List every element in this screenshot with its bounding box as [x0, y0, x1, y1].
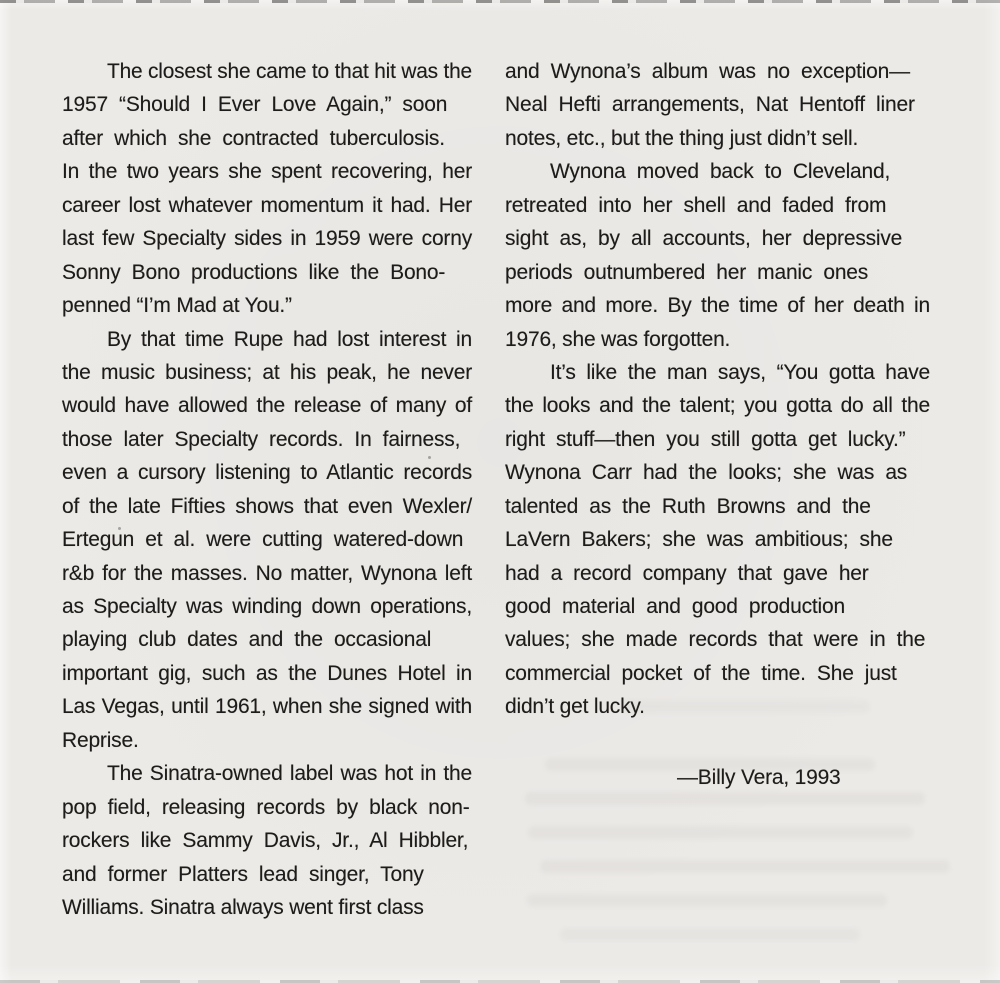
text-line: didn’t get lucky. [505, 695, 645, 719]
text-line: good material and good production [505, 595, 845, 618]
text-line: 1976, she was forgotten. [505, 327, 731, 351]
paragraph [62, 323, 472, 758]
text-line: pop field, releasing records by black non- [62, 795, 470, 819]
text-line: Wynona moved back to Cleveland, [550, 160, 891, 184]
scan-artifact-top-edge [0, 0, 1000, 3]
text-line: penned “I’m Mad at You.” [62, 294, 292, 318]
text-line: of the late Fifties shows that even Wexler/ [62, 494, 472, 518]
text-line: The Sinatra-owned label was hot in the [107, 762, 472, 786]
text-line: Neal Hefti arrangements, Nat Hentoff liner [505, 93, 915, 117]
text-line: those later Specialty records. In fairness, [62, 427, 461, 451]
text-line: r&b for the masses. No matter, Wynona left [62, 561, 472, 585]
text-line: Reprise. [62, 728, 139, 752]
text-line: even a cursory listening to Atlantic records [62, 461, 472, 485]
text-line: Williams. Sinatra always went first class [62, 895, 424, 919]
text-line: values; she made records that were in the [505, 628, 926, 652]
text-line: LaVern Bakers; she was ambitious; she [505, 528, 893, 552]
bleed-through-smudge [528, 826, 913, 839]
text-line: playing club dates and the occasional [62, 628, 432, 652]
text-line: career lost whatever momentum it had. Her [62, 193, 472, 217]
bleed-through-smudge [527, 894, 887, 907]
text-line: and former Platters lead singer, Tony [62, 862, 424, 886]
text-line: 1957 “Should I Ever Love Again,” soon [62, 93, 448, 117]
text-line: important gig, such as the Dunes Hotel in [62, 661, 472, 685]
text-line: rockers like Sammy Davis, Jr., Al Hibbler, [62, 829, 469, 853]
paragraph [505, 55, 930, 155]
text-line: had a record company that gave her [505, 561, 869, 585]
text-line: right stuff—then you still gotta get lucky.” [505, 427, 906, 451]
text-line: retreated into her shell and faded from [505, 193, 887, 217]
bleed-through-smudge [540, 860, 950, 873]
text-line: The closest she came to that hit was the [107, 60, 472, 83]
text-line: periods outnumbered her manic ones [505, 260, 869, 284]
text-line: after which she contracted tuberculosis. [62, 126, 445, 150]
text-line: Las Vegas, until 1961, when she signed with [62, 695, 472, 719]
paragraph [505, 155, 930, 356]
text-line: Wynona Carr had the looks; she was as [505, 461, 908, 485]
text-line: By that time Rupe had lost interest in [107, 327, 472, 351]
paragraph [505, 356, 930, 724]
text-line: commercial pocket of the time. She just [505, 661, 897, 685]
left-text-column [62, 55, 472, 924]
bleed-through-smudge [560, 928, 860, 941]
text-line: the looks and the talent; you gotta do all the [505, 394, 930, 418]
text-line: notes, etc., but the thing just didn’t sell. [505, 126, 859, 150]
text-line: sight as, by all accounts, her depressive [505, 227, 903, 251]
scan-edge-right [984, 0, 1000, 983]
text-line: would have allowed the release of many of [62, 394, 472, 418]
text-line: more and more. By the time of her death in [505, 294, 930, 318]
text-line: Ertegun et al. were cutting watered-down [62, 528, 464, 552]
right-text-column [505, 55, 930, 794]
text-line: as Specialty was winding down operations, [62, 595, 472, 618]
text-line: last few Specialty sides in 1959 were corny [62, 227, 472, 251]
paragraph [62, 757, 472, 924]
text-line: Sonny Bono productions like the Bono- [62, 260, 446, 284]
paragraph [62, 55, 472, 323]
text-line: and Wynona’s album was no exception— [505, 60, 910, 83]
text-line: talented as the Ruth Browns and the [505, 494, 871, 518]
text-line: the music business; at his peak, he never [62, 360, 472, 384]
text-line: In the two years she spent recovering, her [62, 160, 472, 184]
signature: —Billy Vera, 1993 [677, 765, 841, 789]
text-line: It’s like the man says, “You gotta have [550, 360, 930, 384]
scan-edge-left [0, 0, 12, 983]
